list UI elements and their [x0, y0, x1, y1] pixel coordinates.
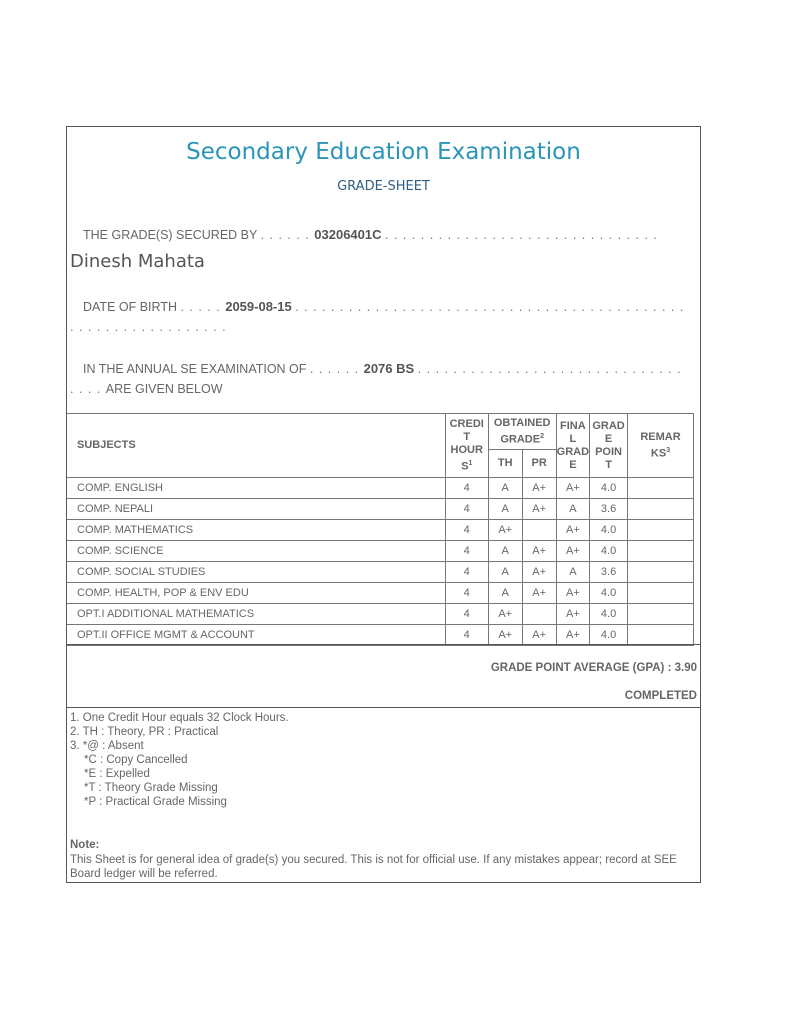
theory-grade-cell: A — [488, 583, 522, 604]
remarks-header: REMAR $KS^3$ — [628, 414, 694, 478]
subject-cell: OPT.II OFFICE MGMT & ACCOUNT — [67, 625, 445, 646]
remarks-cell — [628, 541, 694, 562]
table-row — [67, 520, 694, 541]
note-label: Note: — [70, 839, 100, 851]
practical-grade-cell: A+ — [522, 583, 556, 604]
theory-grade-cell: A+ — [488, 520, 522, 541]
remarks-cell — [628, 499, 694, 520]
table-row — [67, 625, 694, 646]
credit-hours-cell: 4 — [445, 583, 488, 604]
grade-point-cell: 4.0 — [590, 625, 628, 646]
divider — [67, 707, 700, 708]
pr-header: PR — [522, 450, 556, 478]
grades-table — [67, 413, 694, 646]
footnote-theory-missing: *T : Theory Grade Missing — [84, 782, 218, 794]
footnote-th-pr: 2. TH : Theory, PR : Practical — [70, 726, 219, 738]
table-row — [67, 604, 694, 625]
symbol-number: 03206401C — [314, 227, 382, 242]
remarks-cell — [628, 583, 694, 604]
grade-sheet — [66, 126, 701, 883]
final-grade-cell: A+ — [556, 478, 589, 499]
practical-grade-cell: A+ — [522, 478, 556, 499]
secured-by-line: THE GRADE(S) SECURED BY . . . . . . 03206401C . . . . . . . . . . . . . . . . . . . . . . . . . . . . . . . — [83, 227, 658, 242]
footnote-copy-cancelled: *C : Copy Cancelled — [84, 754, 188, 766]
dob-line: DATE OF BIRTH . . . . . 2059-08-15 . . . . . . . . . . . . . . . . . . . . . . . . . . . . . . . . . . . . . . . . . . . . — [83, 299, 685, 314]
theory-grade-cell: A+ — [488, 604, 522, 625]
grade-point-cell: 4.0 — [590, 583, 628, 604]
grade-point-cell: 3.6 — [590, 562, 628, 583]
subject-cell: COMP. SOCIAL STUDIES — [67, 562, 445, 583]
th-header: TH — [488, 450, 522, 478]
subject-cell: COMP. MATHEMATICS — [67, 520, 445, 541]
grade-point-cell: 4.0 — [590, 478, 628, 499]
grade-point-cell: 4.0 — [590, 520, 628, 541]
exam-line-continuation: . . . . ARE GIVEN BELOW — [70, 382, 223, 396]
table-row — [67, 499, 694, 520]
remarks-cell — [628, 562, 694, 583]
table-row — [67, 583, 694, 604]
grade-point-header: GRAD E POIN T — [590, 414, 628, 478]
final-grade-cell: A+ — [556, 520, 589, 541]
gpa-value: GRADE POINT AVERAGE (GPA) : 3.90 — [490, 662, 697, 674]
practical-grade-cell — [522, 604, 556, 625]
credit-hours-cell: 4 — [445, 520, 488, 541]
footnote-expelled: *E : Expelled — [84, 768, 150, 780]
final-grade-cell: A+ — [556, 604, 589, 625]
remarks-cell — [628, 625, 694, 646]
credit-hours-cell: 4 — [445, 478, 488, 499]
secured-by-label: THE GRADE(S) SECURED BY — [83, 228, 258, 242]
table-row — [67, 562, 694, 583]
given-below-text: ARE GIVEN BELOW — [105, 382, 223, 396]
exam-line: IN THE ANNUAL SE EXAMINATION OF . . . . . . 2076 BS . . . . . . . . . . . . . . . . . . . . . . . . . . . . . . — [83, 361, 682, 376]
subjects-header: SUBJECTS — [67, 414, 445, 478]
remarks-cell — [628, 604, 694, 625]
credit-hours-cell: 4 — [445, 499, 488, 520]
credit-hours-cell: 4 — [445, 541, 488, 562]
grade-point-cell: 4.0 — [590, 604, 628, 625]
final-grade-cell: A+ — [556, 625, 589, 646]
remarks-cell — [628, 520, 694, 541]
result-status: COMPLETED — [624, 690, 697, 702]
theory-grade-cell: A — [488, 541, 522, 562]
footnote-credit-hour: 1. One Credit Hour equals 32 Clock Hours. — [70, 712, 289, 724]
practical-grade-cell: A+ — [522, 499, 556, 520]
final-grade-cell: A+ — [556, 541, 589, 562]
remarks-cell — [628, 478, 694, 499]
practical-grade-cell: A+ — [522, 625, 556, 646]
subject-cell: COMP. ENGLISH — [67, 478, 445, 499]
exam-year: 2076 BS — [363, 361, 415, 376]
grade-sheet-subtitle: GRADE-SHEET — [337, 179, 430, 194]
subject-cell: OPT.I ADDITIONAL MATHEMATICS — [67, 604, 445, 625]
divider — [67, 644, 700, 645]
theory-grade-cell: A — [488, 499, 522, 520]
subject-cell: COMP. NEPALI — [67, 499, 445, 520]
exam-title: Secondary Education Examination — [186, 139, 581, 165]
final-grade-cell: A — [556, 499, 589, 520]
subject-cell: COMP. HEALTH, POP & ENV EDU — [67, 583, 445, 604]
footnotes — [70, 711, 289, 809]
note-text: This Sheet is for general idea of grade(s) you secured. This is not for official use. If any mistakes appear; record at SEE Board ledger will be referred. — [70, 854, 677, 880]
credit-hours-header: CREDI T HOUR $S^1$ — [445, 414, 488, 478]
table-row — [67, 478, 694, 499]
date-of-birth: 2059-08-15 — [225, 299, 292, 314]
obtained-grade-header: OBTAINED GRADE$^2$ — [488, 414, 556, 450]
practical-grade-cell — [522, 520, 556, 541]
dob-label: DATE OF BIRTH — [83, 300, 177, 314]
grade-point-cell: 4.0 — [590, 541, 628, 562]
grade-point-cell: 3.6 — [590, 499, 628, 520]
practical-grade-cell: A+ — [522, 541, 556, 562]
final-grade-header: FINA L GRAD E — [556, 414, 589, 478]
credit-hours-cell: 4 — [445, 604, 488, 625]
credit-hours-cell: 4 — [445, 625, 488, 646]
student-name: Dinesh Mahata — [70, 251, 205, 272]
exam-label: IN THE ANNUAL SE EXAMINATION OF — [83, 362, 307, 376]
final-grade-cell: A+ — [556, 583, 589, 604]
footnote-absent: 3. *@ : Absent — [70, 740, 144, 752]
theory-grade-cell: A — [488, 562, 522, 583]
credit-hours-cell: 4 — [445, 562, 488, 583]
dob-line-continuation: . . . . . . . . . . . . . . . . . . — [70, 320, 227, 334]
footnote-practical-missing: *P : Practical Grade Missing — [84, 796, 227, 808]
theory-grade-cell: A+ — [488, 625, 522, 646]
subject-cell: COMP. SCIENCE — [67, 541, 445, 562]
final-grade-cell: A — [556, 562, 589, 583]
table-header-row — [67, 414, 694, 450]
theory-grade-cell: A — [488, 478, 522, 499]
table-row — [67, 541, 694, 562]
practical-grade-cell: A+ — [522, 562, 556, 583]
